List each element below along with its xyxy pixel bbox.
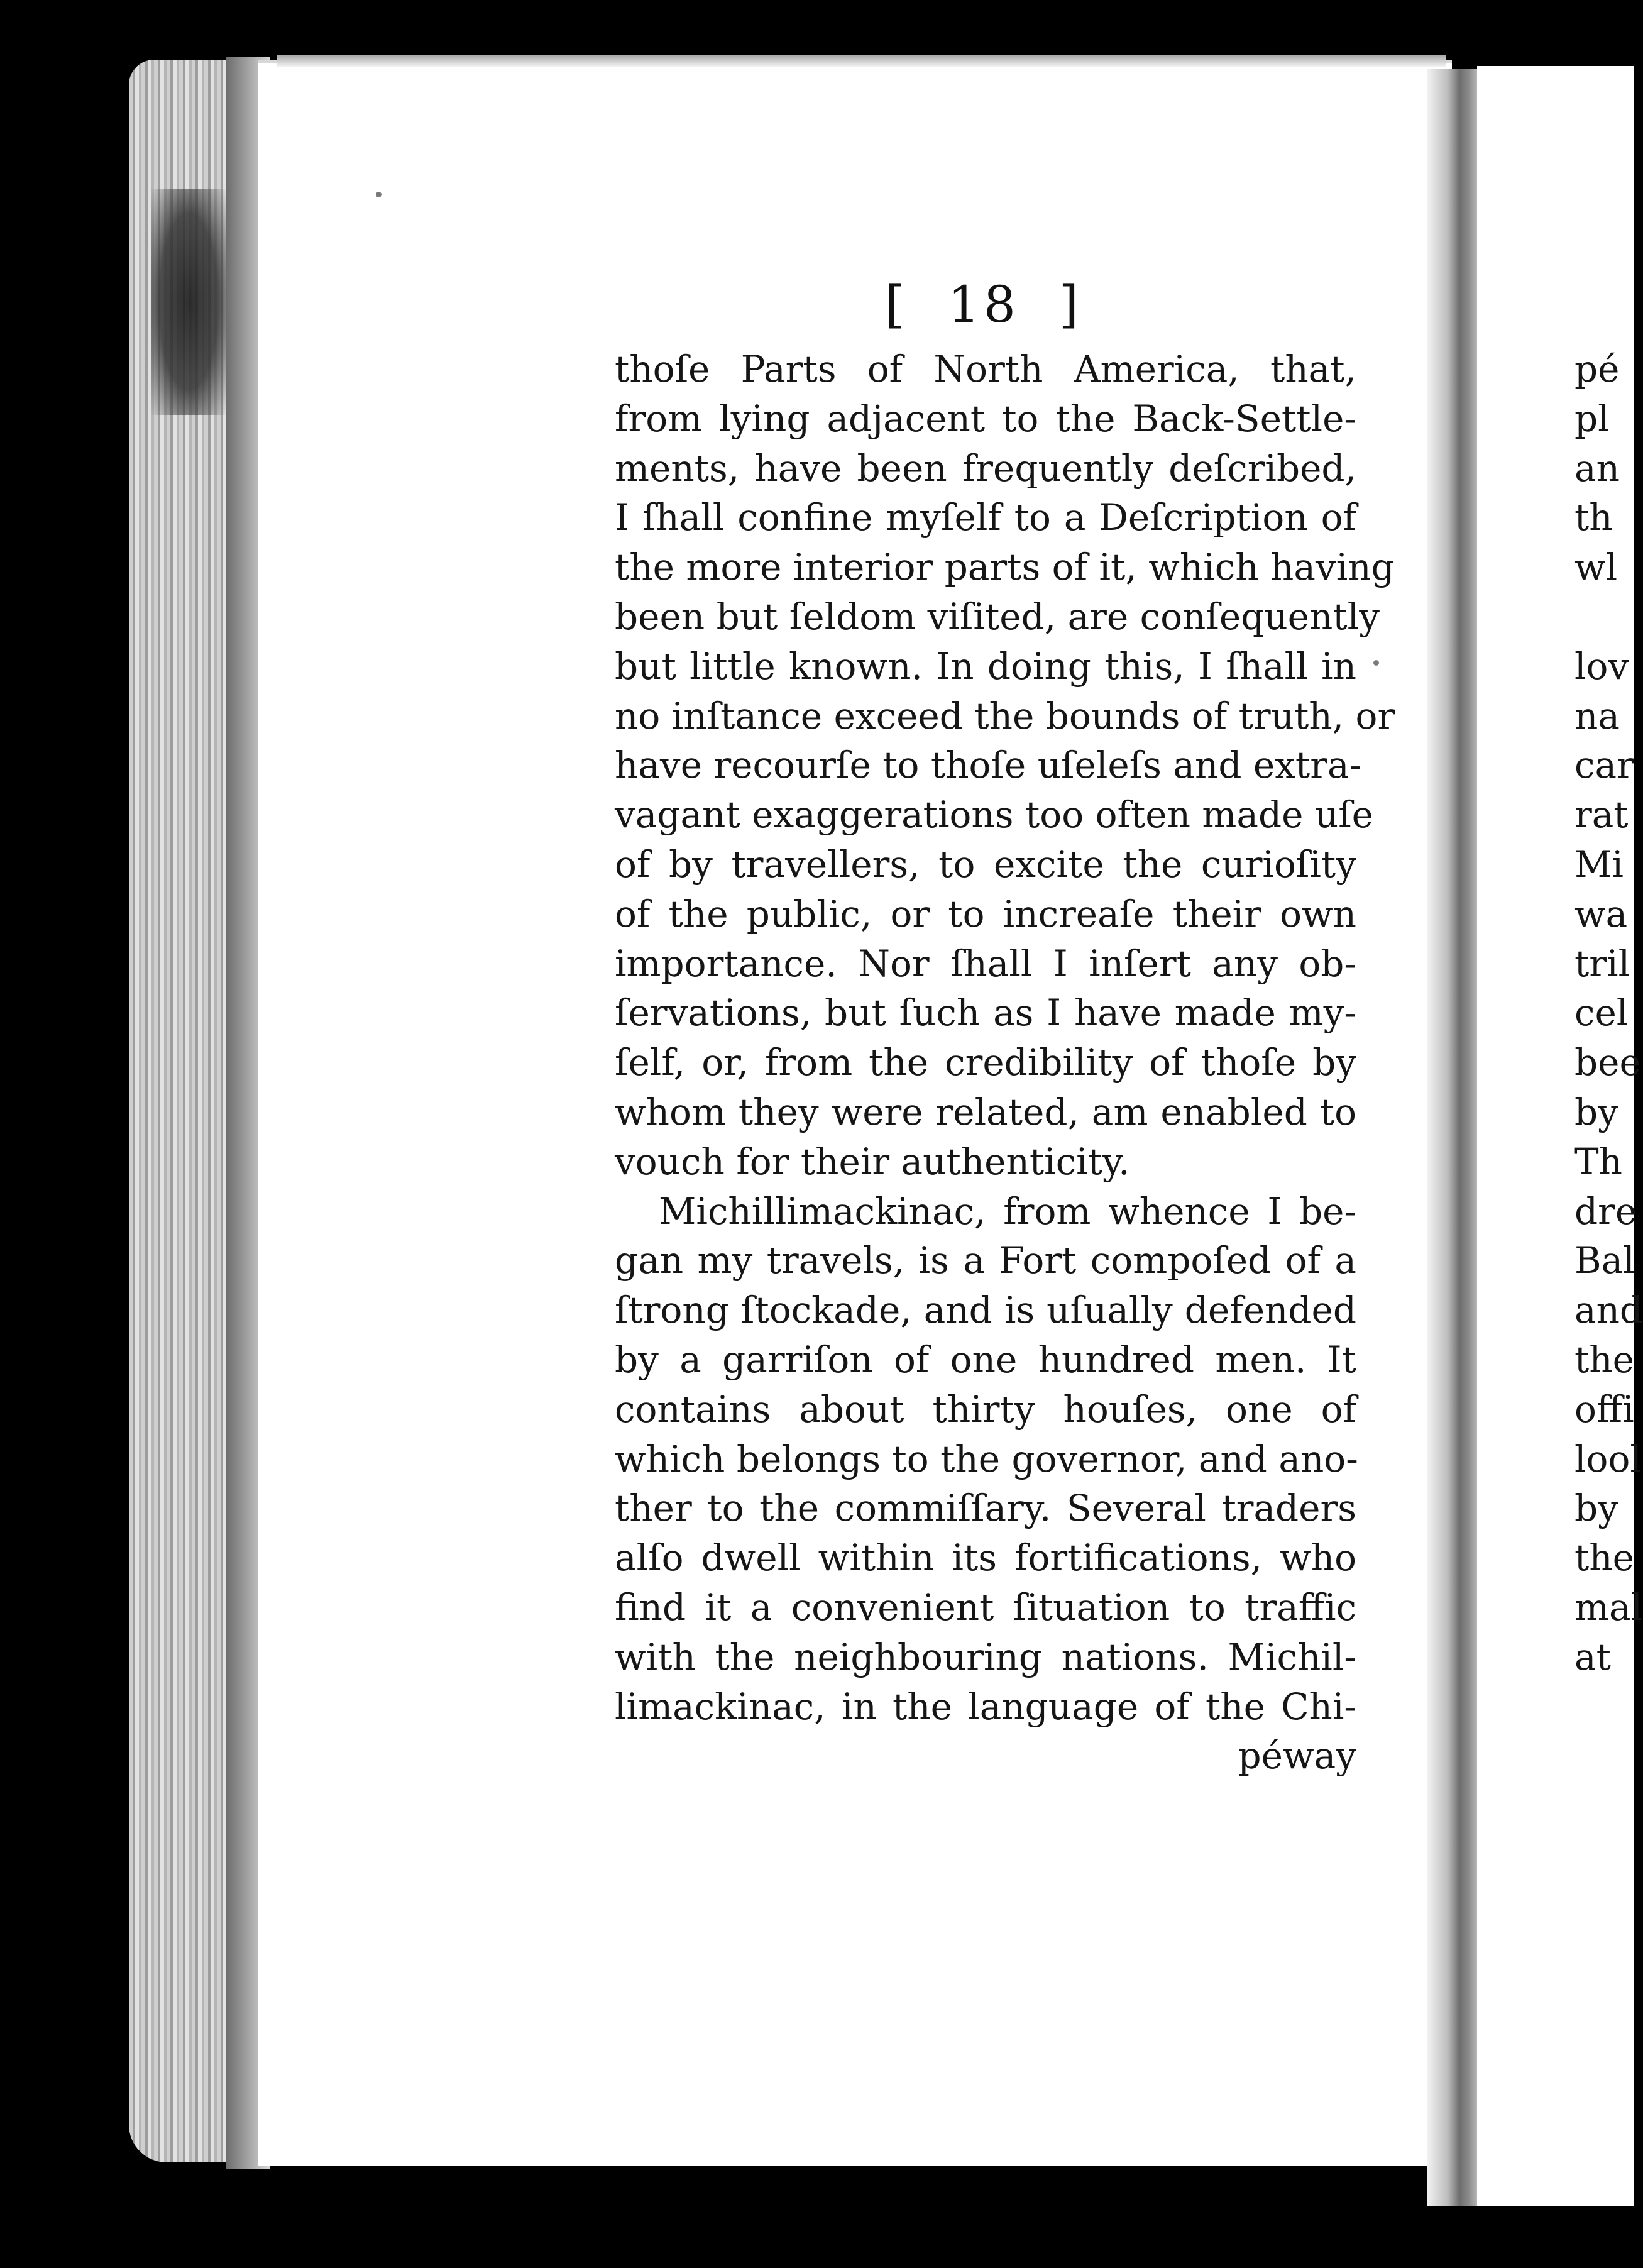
edge-stain	[151, 189, 226, 415]
facing-line: lov	[1574, 644, 1629, 688]
text-line: limackinac, in the language of the Chi-	[615, 1685, 1356, 1728]
text-line: contains about thirty houſes, one of	[615, 1387, 1356, 1431]
text-line: of by travellers, to excite the curioſity	[615, 842, 1356, 886]
facing-line: the	[1574, 1536, 1634, 1580]
facing-line: mal	[1574, 1585, 1643, 1629]
facing-line: bee	[1574, 1041, 1641, 1084]
text-line: have recourſe to thoſe uſeleſs and extra-	[615, 744, 1362, 787]
paper-speck	[1373, 660, 1379, 666]
text-line: by a garriſon of one hundred men. It	[615, 1338, 1356, 1381]
text-line: no inſtance exceed the bounds of truth, or	[615, 694, 1395, 737]
paragraph-start-line: Michillimackinac, from whence I be-	[659, 1189, 1356, 1233]
facing-line: pé	[1574, 348, 1620, 390]
facing-line: by	[1574, 1487, 1618, 1530]
text-line: gan my travels, is a Fort compoſed of a	[615, 1239, 1356, 1282]
facing-line: pl	[1574, 397, 1610, 440]
text-line: importance. Nor ſhall I inſert any ob-	[615, 942, 1356, 985]
facing-line: at	[1574, 1635, 1611, 1678]
text-line: with the neighbouring nations. Michil-	[615, 1635, 1356, 1678]
text-line: ſelf, or, from the credibility of thoſe by	[615, 1041, 1356, 1084]
facing-line: th	[1574, 496, 1613, 539]
facing-line: car	[1574, 744, 1634, 787]
text-line: thoſe Parts of North America, that,	[615, 348, 1356, 390]
facing-line: the	[1574, 1338, 1634, 1381]
facing-line: dre	[1574, 1189, 1637, 1233]
text-line: from lying adjacent to the Back-Settle-	[615, 397, 1356, 440]
facing-line: Th	[1574, 1140, 1623, 1183]
facing-line: wa	[1574, 892, 1628, 935]
main-text-block	[615, 344, 1395, 1781]
paper-speck	[376, 192, 382, 197]
facing-line: by	[1574, 1090, 1618, 1133]
facing-line: offi	[1574, 1387, 1634, 1431]
text-line: I ſhall confine myſelf to a Deſcription of	[615, 496, 1356, 539]
page-top-edge	[277, 55, 1446, 67]
text-line: ſtrong ſtockade, and is uſually defended	[615, 1289, 1356, 1332]
facing-line: tril	[1574, 942, 1630, 985]
text-line: vouch for their authenticity.	[615, 1140, 1130, 1183]
facing-line: wl	[1574, 546, 1618, 589]
catchword: péway	[1238, 1734, 1356, 1778]
facing-line: lool	[1574, 1437, 1642, 1480]
text-line: been but ſeldom viſited, are conſequently	[615, 595, 1380, 638]
text-line: ther to the commiſſary. Several traders	[615, 1487, 1356, 1530]
text-line: of the public, or to increaſe their own	[615, 892, 1356, 935]
facing-line: rat	[1574, 793, 1629, 837]
text-line: find it a convenient ſituation to traffic	[615, 1585, 1356, 1629]
facing-paragraph-gap	[1574, 592, 1634, 642]
text-line: alſo dwell within its fortifications, who	[615, 1536, 1356, 1580]
text-line: ments, have been frequently deſcribed,	[615, 446, 1356, 490]
text-line: the more interior parts of it, which having	[615, 546, 1395, 589]
text-line: vagant exaggerations too often made uſe	[615, 793, 1373, 837]
text-line: whom they were related, am enabled to	[615, 1090, 1356, 1133]
facing-line: and	[1574, 1289, 1643, 1332]
text-line: which belongs to the governor, and ano-	[615, 1437, 1358, 1480]
facing-line: na	[1574, 694, 1620, 737]
facing-line: an	[1574, 446, 1620, 490]
facing-line: Mi	[1574, 842, 1624, 886]
facing-line: cel	[1574, 991, 1629, 1035]
text-line: but little known. In doing this, I ſhall in	[615, 644, 1356, 688]
page-number-header: [ 18 ]	[885, 275, 1082, 334]
facing-line: Bal	[1574, 1239, 1635, 1282]
text-line: ſervations, but ſuch as I have made my-	[615, 991, 1356, 1035]
facing-page-text	[1574, 344, 1643, 1682]
